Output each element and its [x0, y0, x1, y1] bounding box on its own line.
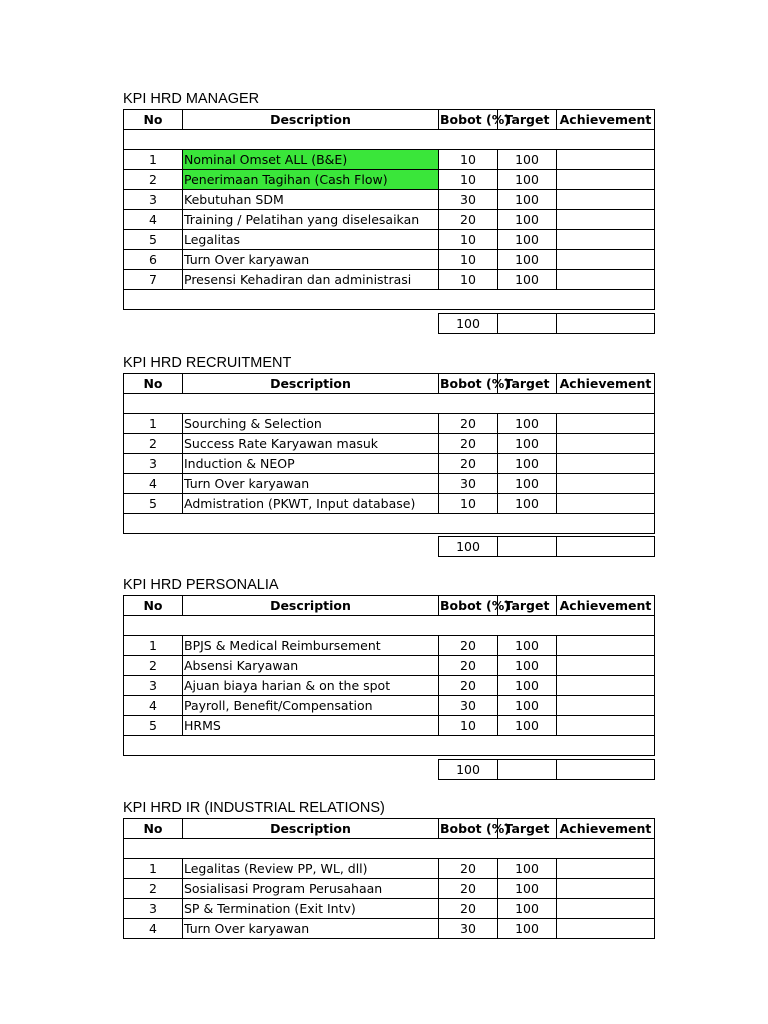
header-no: No	[124, 374, 183, 394]
cell-description: Presensi Kehadiran dan administrasi	[183, 270, 439, 290]
kpi-table	[123, 818, 655, 939]
header-bobot: Bobot (%)	[439, 374, 498, 394]
cell-target: 100	[498, 859, 557, 879]
cell-no: 2	[124, 434, 183, 454]
total-row	[438, 536, 655, 557]
cell-no: 4	[124, 696, 183, 716]
cell-bobot: 20	[439, 636, 498, 656]
kpi-table	[123, 373, 655, 534]
cell-no: 1	[124, 414, 183, 434]
cell-description: SP & Termination (Exit Intv)	[183, 899, 439, 919]
total-target	[498, 314, 557, 334]
table-row	[124, 919, 655, 939]
cell-achievement[interactable]	[557, 210, 655, 230]
cell-description: Turn Over karyawan	[183, 250, 439, 270]
cell-achievement[interactable]	[557, 474, 655, 494]
cell-bobot: 20	[439, 656, 498, 676]
section-title: KPI HRD MANAGER	[123, 91, 260, 107]
header-no: No	[124, 819, 183, 839]
table-empty-row	[124, 839, 655, 859]
table-empty-row	[124, 394, 655, 414]
cell-achievement[interactable]	[557, 716, 655, 736]
cell-bobot: 20	[439, 210, 498, 230]
cell-bobot: 20	[439, 899, 498, 919]
total-bobot: 100	[439, 314, 498, 334]
table-header-row	[124, 374, 655, 394]
table-row	[124, 434, 655, 454]
cell-bobot: 30	[439, 919, 498, 939]
cell-no: 5	[124, 716, 183, 736]
header-bobot: Bobot (%)	[439, 819, 498, 839]
table-row	[124, 696, 655, 716]
total-row	[438, 759, 655, 780]
table-row	[124, 636, 655, 656]
cell-target: 100	[498, 494, 557, 514]
table-row	[124, 150, 655, 170]
table-row	[124, 230, 655, 250]
cell-no: 2	[124, 879, 183, 899]
total-target	[498, 760, 557, 780]
header-no: No	[124, 596, 183, 616]
cell-no: 5	[124, 230, 183, 250]
cell-bobot: 10	[439, 170, 498, 190]
table-row	[124, 676, 655, 696]
cell-description: Kebutuhan SDM	[183, 190, 439, 210]
section-title: KPI HRD PERSONALIA	[123, 577, 279, 593]
header-bobot: Bobot (%)	[439, 596, 498, 616]
total-bobot: 100	[439, 537, 498, 557]
header-achievement: Achievement	[557, 374, 655, 394]
cell-target: 100	[498, 919, 557, 939]
empty-cell	[124, 514, 655, 534]
cell-bobot: 30	[439, 474, 498, 494]
cell-description: Payroll, Benefit/Compensation	[183, 696, 439, 716]
cell-achievement[interactable]	[557, 636, 655, 656]
cell-achievement[interactable]	[557, 270, 655, 290]
kpi-table	[123, 595, 655, 756]
table-row	[124, 656, 655, 676]
cell-target: 100	[498, 414, 557, 434]
cell-bobot: 20	[439, 879, 498, 899]
table-row	[124, 859, 655, 879]
cell-bobot: 10	[439, 716, 498, 736]
header-bobot: Bobot (%)	[439, 110, 498, 130]
table-header-row	[124, 110, 655, 130]
cell-description: Legalitas (Review PP, WL, dll)	[183, 859, 439, 879]
empty-cell	[124, 736, 655, 756]
cell-achievement[interactable]	[557, 859, 655, 879]
cell-target: 100	[498, 150, 557, 170]
cell-description: Legalitas	[183, 230, 439, 250]
cell-target: 100	[498, 474, 557, 494]
cell-bobot: 10	[439, 230, 498, 250]
cell-bobot: 20	[439, 859, 498, 879]
cell-description: Ajuan biaya harian & on the spot	[183, 676, 439, 696]
header-description: Description	[183, 374, 439, 394]
table-header-row	[124, 819, 655, 839]
table-row	[124, 270, 655, 290]
cell-bobot: 10	[439, 494, 498, 514]
cell-target: 100	[498, 270, 557, 290]
table-row	[124, 210, 655, 230]
cell-bobot: 20	[439, 414, 498, 434]
cell-target: 100	[498, 899, 557, 919]
cell-achievement[interactable]	[557, 696, 655, 716]
cell-description: Sourching & Selection	[183, 414, 439, 434]
cell-achievement[interactable]	[557, 170, 655, 190]
table-header-row	[124, 596, 655, 616]
cell-target: 100	[498, 250, 557, 270]
cell-target: 100	[498, 454, 557, 474]
cell-bobot: 20	[439, 454, 498, 474]
kpi-table	[123, 109, 655, 310]
empty-cell	[124, 130, 655, 150]
cell-no: 1	[124, 150, 183, 170]
cell-no: 4	[124, 919, 183, 939]
cell-target: 100	[498, 676, 557, 696]
table-row	[124, 474, 655, 494]
cell-achievement[interactable]	[557, 919, 655, 939]
total-target	[498, 537, 557, 557]
cell-achievement[interactable]	[557, 899, 655, 919]
table-empty-row	[124, 130, 655, 150]
empty-cell	[124, 839, 655, 859]
cell-description: BPJS & Medical Reimbursement	[183, 636, 439, 656]
cell-target: 100	[498, 170, 557, 190]
empty-cell	[124, 290, 655, 310]
header-target: Target	[498, 110, 557, 130]
cell-description: Turn Over karyawan	[183, 919, 439, 939]
table-row	[124, 494, 655, 514]
empty-cell	[124, 394, 655, 414]
table-row	[124, 899, 655, 919]
cell-description: HRMS	[183, 716, 439, 736]
cell-no: 3	[124, 899, 183, 919]
total-row	[438, 313, 655, 334]
header-target: Target	[498, 374, 557, 394]
table-empty-row	[124, 616, 655, 636]
cell-achievement[interactable]	[557, 190, 655, 210]
header-achievement: Achievement	[557, 110, 655, 130]
table-row	[124, 170, 655, 190]
cell-bobot: 10	[439, 150, 498, 170]
cell-target: 100	[498, 696, 557, 716]
cell-bobot: 20	[439, 676, 498, 696]
empty-cell	[124, 616, 655, 636]
cell-no: 4	[124, 210, 183, 230]
cell-description: Turn Over karyawan	[183, 474, 439, 494]
cell-achievement[interactable]	[557, 494, 655, 514]
section-title: KPI HRD RECRUITMENT	[123, 355, 292, 371]
cell-target: 100	[498, 716, 557, 736]
table-row	[124, 716, 655, 736]
cell-target: 100	[498, 230, 557, 250]
cell-achievement[interactable]	[557, 656, 655, 676]
table-empty-row	[124, 514, 655, 534]
table-empty-row	[124, 736, 655, 756]
cell-bobot: 10	[439, 270, 498, 290]
section-title: KPI HRD IR (INDUSTRIAL RELATIONS)	[123, 800, 385, 816]
cell-no: 2	[124, 656, 183, 676]
cell-description: Sosialisasi Program Perusahaan	[183, 879, 439, 899]
cell-achievement[interactable]	[557, 879, 655, 899]
cell-no: 6	[124, 250, 183, 270]
cell-target: 100	[498, 434, 557, 454]
total-achievement[interactable]	[557, 760, 655, 780]
cell-achievement[interactable]	[557, 414, 655, 434]
table-row	[124, 250, 655, 270]
cell-achievement[interactable]	[557, 434, 655, 454]
cell-bobot: 30	[439, 696, 498, 716]
header-no: No	[124, 110, 183, 130]
cell-description: Admistration (PKWT, Input database)	[183, 494, 439, 514]
cell-bobot: 20	[439, 434, 498, 454]
header-description: Description	[183, 596, 439, 616]
cell-achievement[interactable]	[557, 454, 655, 474]
cell-no: 1	[124, 636, 183, 656]
cell-bobot: 10	[439, 250, 498, 270]
total-achievement[interactable]	[557, 537, 655, 557]
table-row	[124, 190, 655, 210]
cell-no: 7	[124, 270, 183, 290]
cell-description: Absensi Karyawan	[183, 656, 439, 676]
table-row	[124, 879, 655, 899]
total-achievement[interactable]	[557, 314, 655, 334]
table-row	[124, 414, 655, 434]
cell-target: 100	[498, 879, 557, 899]
cell-bobot: 30	[439, 190, 498, 210]
cell-no: 4	[124, 474, 183, 494]
cell-target: 100	[498, 636, 557, 656]
cell-achievement[interactable]	[557, 150, 655, 170]
cell-description: Training / Pelatihan yang diselesaikan	[183, 210, 439, 230]
cell-description: Induction & NEOP	[183, 454, 439, 474]
cell-no: 5	[124, 494, 183, 514]
cell-target: 100	[498, 210, 557, 230]
total-bobot: 100	[439, 760, 498, 780]
cell-description: Success Rate Karyawan masuk	[183, 434, 439, 454]
table-empty-row	[124, 290, 655, 310]
cell-description: Penerimaan Tagihan (Cash Flow)	[183, 170, 439, 190]
cell-target: 100	[498, 656, 557, 676]
cell-no: 2	[124, 170, 183, 190]
cell-target: 100	[498, 190, 557, 210]
cell-no: 3	[124, 676, 183, 696]
cell-description: Nominal Omset ALL (B&E)	[183, 150, 439, 170]
header-target: Target	[498, 596, 557, 616]
cell-achievement[interactable]	[557, 230, 655, 250]
header-achievement: Achievement	[557, 596, 655, 616]
cell-no: 1	[124, 859, 183, 879]
header-achievement: Achievement	[557, 819, 655, 839]
cell-achievement[interactable]	[557, 250, 655, 270]
cell-no: 3	[124, 454, 183, 474]
cell-no: 3	[124, 190, 183, 210]
header-description: Description	[183, 110, 439, 130]
cell-achievement[interactable]	[557, 676, 655, 696]
table-row	[124, 454, 655, 474]
header-description: Description	[183, 819, 439, 839]
header-target: Target	[498, 819, 557, 839]
